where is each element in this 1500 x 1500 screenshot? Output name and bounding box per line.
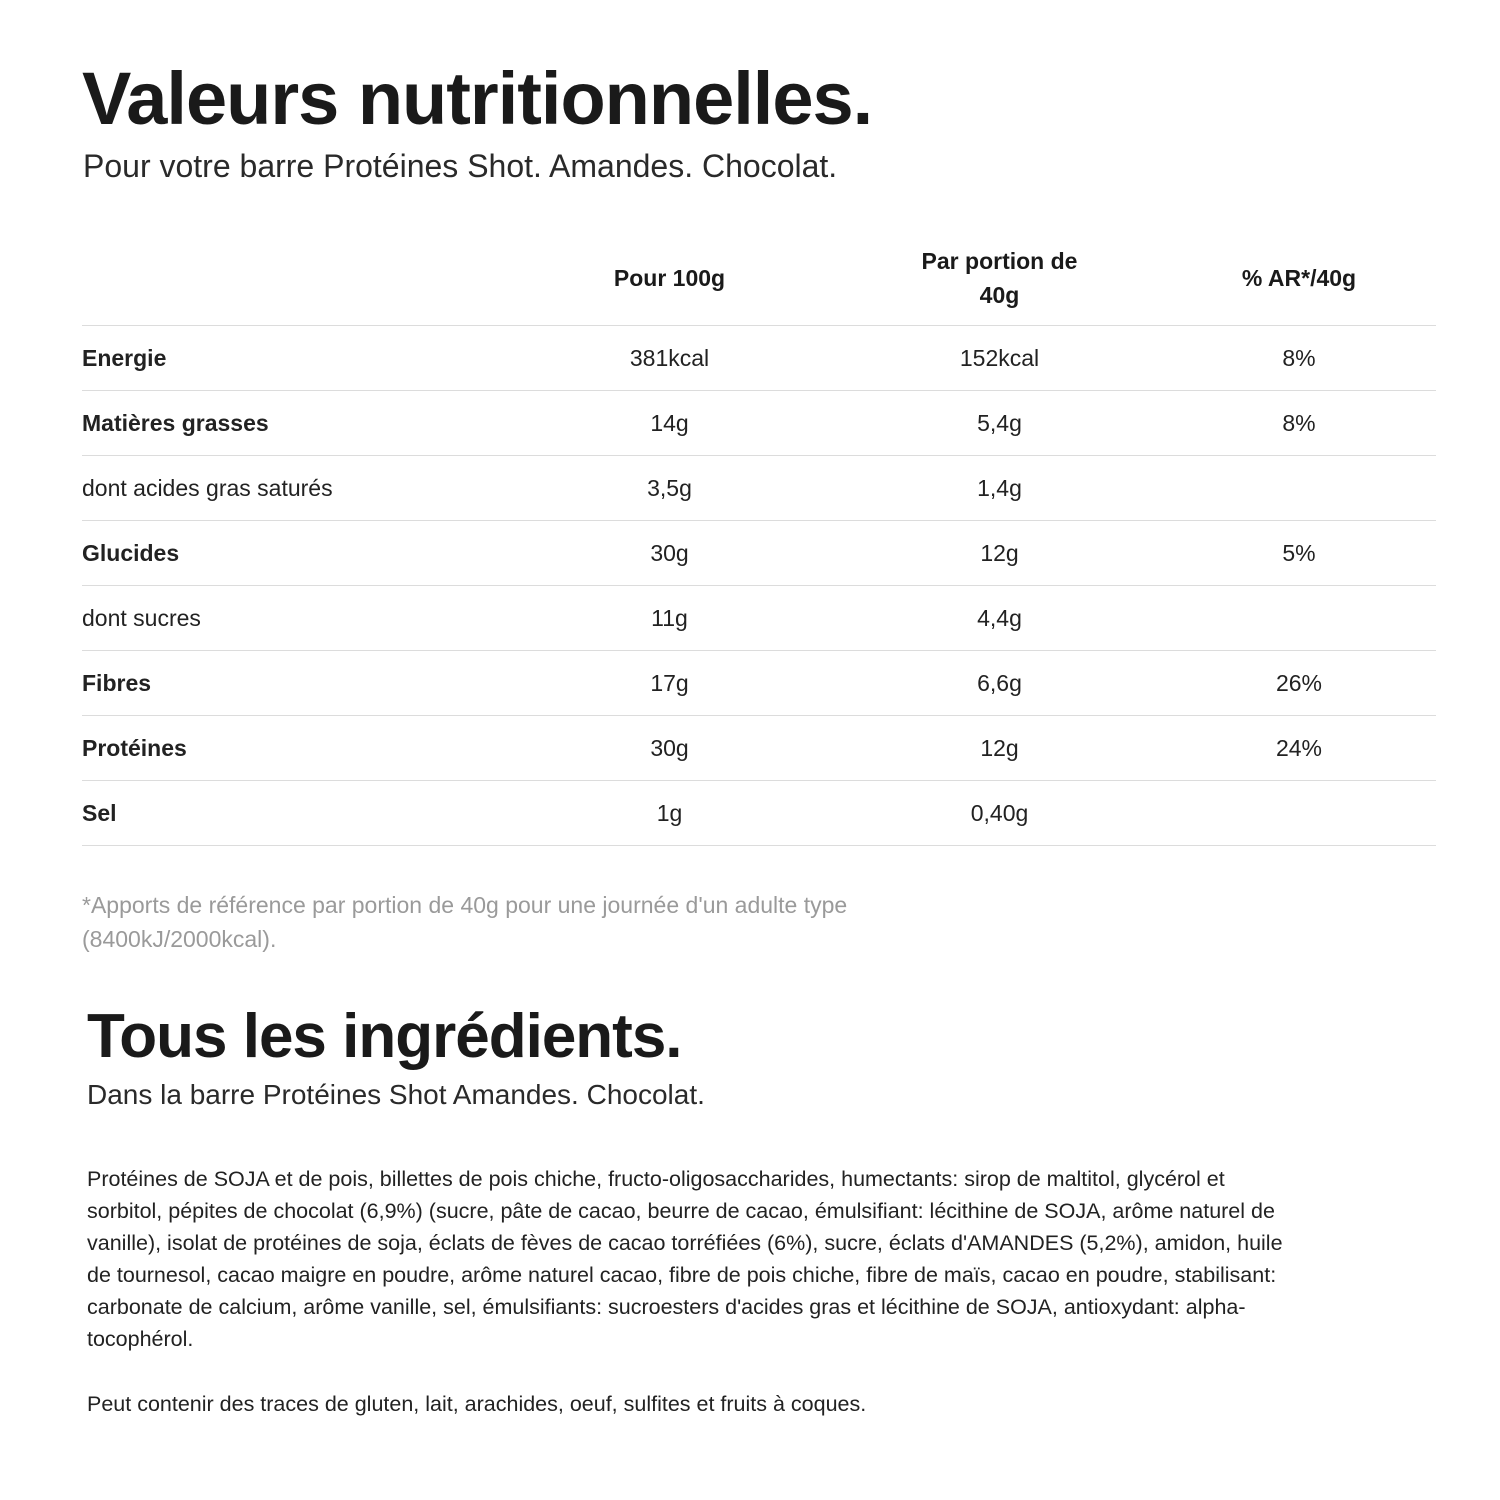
row-ar: 8% bbox=[1282, 409, 1316, 436]
ingredients-list: Protéines de SOJA et de pois, billettes de pois chiche, fructo-oligosaccharides, humectants: sirop de maltitol, glycérol et sorbitol, pépites de chocolat (6,9%) (sucre, pâte de cacao, beurre de cacao, émulsifiant: lécithine de SOJA, arôme naturel de vanille), isolat de protéines de soja, éclats de fèves de cacao torréfiées (6%), sucre, éclats d'AMANDES (5,2%), amidon, huile de tournesol, cacao maigre en poudre, arôme naturel cacao, fibre de pois chiche, fibre de maïs, cacao en poudre, stabilisant: carbonate de calcium, arôme vanille, sel, émulsifiants: sucroesters d'acides gras et lécithine de SOJA, antioxydant: alpha-tocophérol. bbox=[87, 1167, 1283, 1351]
row-per-100g: 381kcal bbox=[629, 344, 710, 371]
row-ar: 26% bbox=[1275, 669, 1323, 696]
header-per-100g: Pour 100g bbox=[613, 264, 726, 291]
header-portion-line2: 40g bbox=[979, 281, 1020, 308]
row-ar: 8% bbox=[1282, 344, 1316, 371]
row-per-portion: 152kcal bbox=[959, 344, 1040, 371]
row-label: Sel bbox=[82, 799, 117, 826]
row-per-portion: 12g bbox=[980, 734, 1019, 761]
nutrition-table bbox=[82, 230, 1436, 846]
row-label: dont sucres bbox=[82, 604, 201, 631]
header-ar: % AR*/40g bbox=[1241, 264, 1357, 291]
table-row bbox=[82, 716, 1436, 781]
row-label: Fibres bbox=[82, 669, 152, 696]
table-row bbox=[82, 521, 1436, 586]
ingredients-title: Tous les ingrédients. bbox=[87, 1002, 682, 1071]
row-ar: 5% bbox=[1282, 539, 1316, 566]
row-per-100g: 14g bbox=[650, 409, 689, 436]
row-per-portion: 6,6g bbox=[977, 669, 1022, 696]
row-per-portion: 1,4g bbox=[977, 474, 1022, 501]
row-per-portion: 5,4g bbox=[977, 409, 1022, 436]
row-ar: 24% bbox=[1275, 734, 1323, 761]
allergen-traces: Peut contenir des traces de gluten, lait, arachides, oeuf, sulfites et fruits à coques. bbox=[87, 1392, 867, 1416]
row-per-100g: 1g bbox=[656, 799, 683, 826]
table-row bbox=[82, 391, 1436, 456]
table-row bbox=[82, 456, 1436, 521]
row-label: dont acides gras saturés bbox=[82, 474, 333, 501]
nutrition-subtitle: Pour votre barre Protéines Shot. Amandes. Chocolat. bbox=[83, 148, 838, 184]
table-row bbox=[82, 781, 1436, 846]
reference-footnote: *Apports de référence par portion de 40g pour une journée d'un adulte type (8400kJ/2000kcal). bbox=[82, 892, 848, 952]
table-row bbox=[82, 326, 1436, 391]
row-per-100g: 30g bbox=[650, 539, 689, 566]
row-per-100g: 17g bbox=[650, 669, 689, 696]
row-per-100g: 11g bbox=[651, 604, 688, 631]
row-per-portion: 12g bbox=[980, 539, 1019, 566]
row-per-portion: 4,4g bbox=[977, 604, 1022, 631]
table-row bbox=[82, 586, 1436, 651]
nutrition-title: Valeurs nutritionnelles. bbox=[82, 57, 873, 140]
row-label: Energie bbox=[82, 344, 167, 371]
row-label: Glucides bbox=[82, 539, 180, 566]
row-per-100g: 3,5g bbox=[647, 474, 692, 501]
row-per-portion: 0,40g bbox=[970, 799, 1029, 826]
row-per-100g: 30g bbox=[650, 734, 689, 761]
table-header-row bbox=[82, 230, 1436, 326]
row-label: Protéines bbox=[82, 734, 187, 761]
header-portion-line1: Par portion de bbox=[921, 247, 1078, 274]
ingredients-subtitle: Dans la barre Protéines Shot Amandes. Chocolat. bbox=[87, 1079, 705, 1110]
header-per-portion bbox=[837, 244, 1162, 312]
table-row bbox=[82, 651, 1436, 716]
row-label: Matières grasses bbox=[82, 409, 269, 436]
